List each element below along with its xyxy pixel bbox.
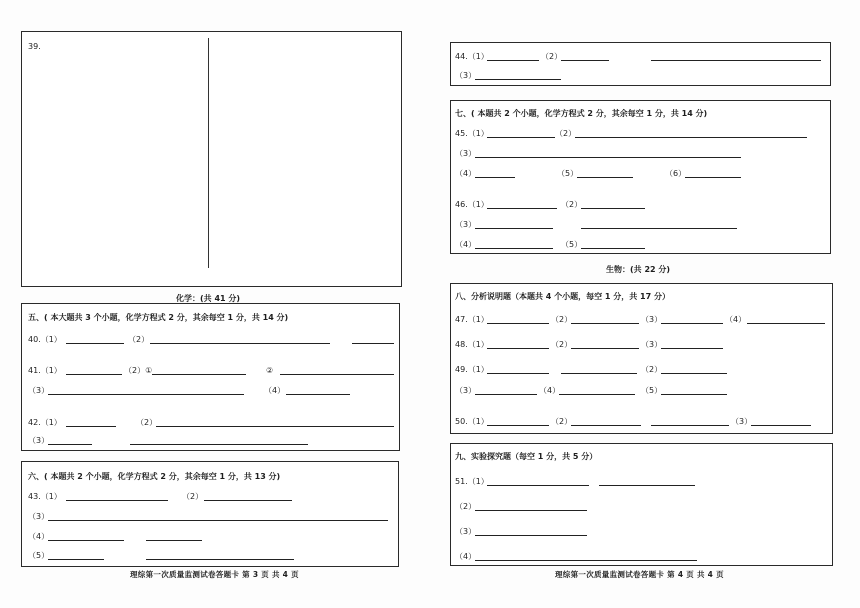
q48-3-blank[interactable] bbox=[661, 348, 723, 349]
q45-5-label: （5） bbox=[557, 169, 579, 178]
section-9-header: 九、实验探究题（每空 1 分，共 5 分） bbox=[455, 452, 598, 461]
q43-5-label: （5） bbox=[28, 551, 50, 560]
right-page-footer: 理综第一次质量监测试卷答题卡 第 4 页 共 4 页 bbox=[555, 570, 724, 579]
q51-4-label: （4） bbox=[455, 552, 477, 561]
q39-answer-box[interactable] bbox=[21, 31, 402, 287]
q49-1b-blank[interactable] bbox=[561, 373, 637, 374]
q40-3-blank[interactable] bbox=[352, 343, 394, 344]
q47-2-label: （2） bbox=[551, 315, 573, 324]
chem-total-label: 化学：(共 41 分) bbox=[176, 294, 241, 303]
section-9-box bbox=[450, 443, 833, 566]
q50-2b-blank[interactable] bbox=[651, 425, 729, 426]
q45-2-label: （2） bbox=[555, 129, 577, 138]
q41-4-label: （4） bbox=[264, 386, 286, 395]
q41-1-blank[interactable] bbox=[66, 374, 122, 375]
q40-2-blank[interactable] bbox=[150, 343, 330, 344]
q42-2-label: （2） bbox=[136, 418, 158, 427]
q51-3-label: （3） bbox=[455, 527, 477, 536]
q48-2-label: （2） bbox=[551, 340, 573, 349]
q48-3-label: （3） bbox=[641, 340, 663, 349]
q42-3b-blank[interactable] bbox=[130, 444, 308, 445]
q44-2-blank[interactable] bbox=[561, 60, 609, 61]
q49-3-label: （3） bbox=[455, 386, 477, 395]
q42-1-blank[interactable] bbox=[66, 426, 116, 427]
q41-2-label: （2）① bbox=[124, 366, 153, 375]
q43-5b-blank[interactable] bbox=[146, 559, 294, 560]
section-5-header: 五、( 本大题共 3 个小题，化学方程式 2 分，其余每空 1 分，共 14 分) bbox=[28, 313, 289, 322]
q41-circ2-label: ② bbox=[266, 366, 274, 375]
q47-2-blank[interactable] bbox=[571, 323, 639, 324]
q49-4-blank[interactable] bbox=[559, 394, 635, 395]
bio-total-label: 生物：(共 22 分) bbox=[606, 265, 671, 274]
q39-label: 39. bbox=[28, 42, 41, 51]
q47-3-blank[interactable] bbox=[661, 323, 723, 324]
q49-2-label: （2） bbox=[641, 365, 663, 374]
q47-3-label: （3） bbox=[641, 315, 663, 324]
q43-5a-blank[interactable] bbox=[48, 559, 104, 560]
q41-2a-blank[interactable] bbox=[152, 374, 246, 375]
q46-4-label: （4） bbox=[455, 240, 477, 249]
left-page-footer: 理综第一次质量监测试卷答题卡 第 3 页 共 4 页 bbox=[130, 570, 299, 579]
q47-4-label: （4） bbox=[725, 315, 747, 324]
q47-4-blank[interactable] bbox=[747, 323, 825, 324]
q41-label: 41.（1） bbox=[28, 366, 62, 375]
q46-4-blank[interactable] bbox=[475, 248, 553, 249]
q46-3-label: （3） bbox=[455, 220, 477, 229]
section-5-box bbox=[21, 303, 400, 451]
section-7-box bbox=[450, 100, 831, 254]
q45-2-blank[interactable] bbox=[575, 137, 807, 138]
q50-1-blank[interactable] bbox=[487, 425, 549, 426]
section-8-header: 八、分析说明题（本题共 4 个小题，每空 1 分，共 17 分） bbox=[455, 292, 670, 301]
q46-5-blank[interactable] bbox=[581, 248, 645, 249]
q45-6-blank[interactable] bbox=[685, 177, 741, 178]
q51-3-blank[interactable] bbox=[475, 535, 587, 536]
q46-3b-blank[interactable] bbox=[581, 228, 737, 229]
q51-1a-blank[interactable] bbox=[487, 485, 589, 486]
q40-2-label: （2） bbox=[128, 335, 150, 344]
q49-1-blank[interactable] bbox=[487, 373, 549, 374]
q40-label: 40.（1） bbox=[28, 335, 62, 344]
q50-3-label: （3） bbox=[731, 417, 753, 426]
q51-1b-blank[interactable] bbox=[599, 485, 695, 486]
q49-5-blank[interactable] bbox=[661, 394, 727, 395]
q46-2-blank[interactable] bbox=[581, 208, 645, 209]
q41-3-label: （3） bbox=[28, 386, 50, 395]
q43-2-label: （2） bbox=[182, 492, 204, 501]
q41-2b-blank[interactable] bbox=[280, 374, 394, 375]
q43-2-blank[interactable] bbox=[204, 500, 292, 501]
q45-label: 45.（1） bbox=[455, 129, 489, 138]
q45-3-label: （3） bbox=[455, 149, 477, 158]
q43-4-label: （4） bbox=[28, 532, 50, 541]
section-6-header: 六、( 本题共 2 个小题，化学方程式 2 分，其余每空 1 分，共 13 分) bbox=[28, 472, 281, 481]
q42-3a-blank[interactable] bbox=[48, 444, 92, 445]
q43-3-label: （3） bbox=[28, 512, 50, 521]
q44-2-label: （2） bbox=[541, 52, 563, 61]
q49-5-label: （5） bbox=[641, 386, 663, 395]
section-7-header: 七、( 本题共 2 个小题，化学方程式 2 分，其余每空 1 分，共 14 分) bbox=[455, 109, 708, 118]
q44-box bbox=[450, 42, 831, 86]
q50-2-label: （2） bbox=[551, 417, 573, 426]
q44-2b-blank[interactable] bbox=[651, 60, 821, 61]
q43-4a-blank[interactable] bbox=[48, 540, 124, 541]
q39-column-divider bbox=[208, 38, 209, 268]
q42-3-label: （3） bbox=[28, 436, 50, 445]
q42-2-blank[interactable] bbox=[156, 426, 394, 427]
q45-3-blank[interactable] bbox=[475, 157, 741, 158]
q41-4-blank[interactable] bbox=[286, 394, 350, 395]
q50-label: 50.（1） bbox=[455, 417, 489, 426]
q44-3-blank[interactable] bbox=[475, 79, 561, 80]
q43-3-blank[interactable] bbox=[48, 520, 388, 521]
q42-label: 42.（1） bbox=[28, 418, 62, 427]
q51-label: 51.（1） bbox=[455, 477, 489, 486]
section-6-box bbox=[21, 461, 399, 567]
q46-3a-blank[interactable] bbox=[475, 228, 553, 229]
q45-4-blank[interactable] bbox=[475, 177, 515, 178]
q48-label: 48.（1） bbox=[455, 340, 489, 349]
q44-1-blank[interactable] bbox=[487, 60, 539, 61]
q51-4-blank[interactable] bbox=[475, 560, 697, 561]
q50-3-blank[interactable] bbox=[751, 425, 811, 426]
q44-label: 44.（1） bbox=[455, 52, 489, 61]
q51-2-label: （2） bbox=[455, 502, 477, 511]
q44-3-label: （3） bbox=[455, 71, 477, 80]
q46-1-blank[interactable] bbox=[487, 208, 557, 209]
q51-2-blank[interactable] bbox=[475, 510, 587, 511]
q46-5-label: （5） bbox=[561, 240, 583, 249]
section-8-box bbox=[450, 283, 833, 434]
q47-label: 47.（1） bbox=[455, 315, 489, 324]
q45-5-blank[interactable] bbox=[577, 177, 633, 178]
q46-label: 46.（1） bbox=[455, 200, 489, 209]
q49-3-blank[interactable] bbox=[475, 394, 537, 395]
q45-1-blank[interactable] bbox=[487, 137, 555, 138]
q43-label: 43.（1） bbox=[28, 492, 62, 501]
q45-4-label: （4） bbox=[455, 169, 477, 178]
q48-1-blank[interactable] bbox=[487, 348, 549, 349]
q50-2a-blank[interactable] bbox=[571, 425, 641, 426]
q48-2-blank[interactable] bbox=[571, 348, 639, 349]
q46-2-label: （2） bbox=[561, 200, 583, 209]
q40-1-blank[interactable] bbox=[66, 343, 124, 344]
q49-2-blank[interactable] bbox=[661, 373, 727, 374]
q43-1-blank[interactable] bbox=[66, 500, 168, 501]
q47-1-blank[interactable] bbox=[487, 323, 549, 324]
q49-label: 49.（1） bbox=[455, 365, 489, 374]
q41-3-blank[interactable] bbox=[48, 394, 244, 395]
q43-4b-blank[interactable] bbox=[146, 540, 202, 541]
q45-6-label: （6） bbox=[665, 169, 687, 178]
q49-4-label: （4） bbox=[539, 386, 561, 395]
